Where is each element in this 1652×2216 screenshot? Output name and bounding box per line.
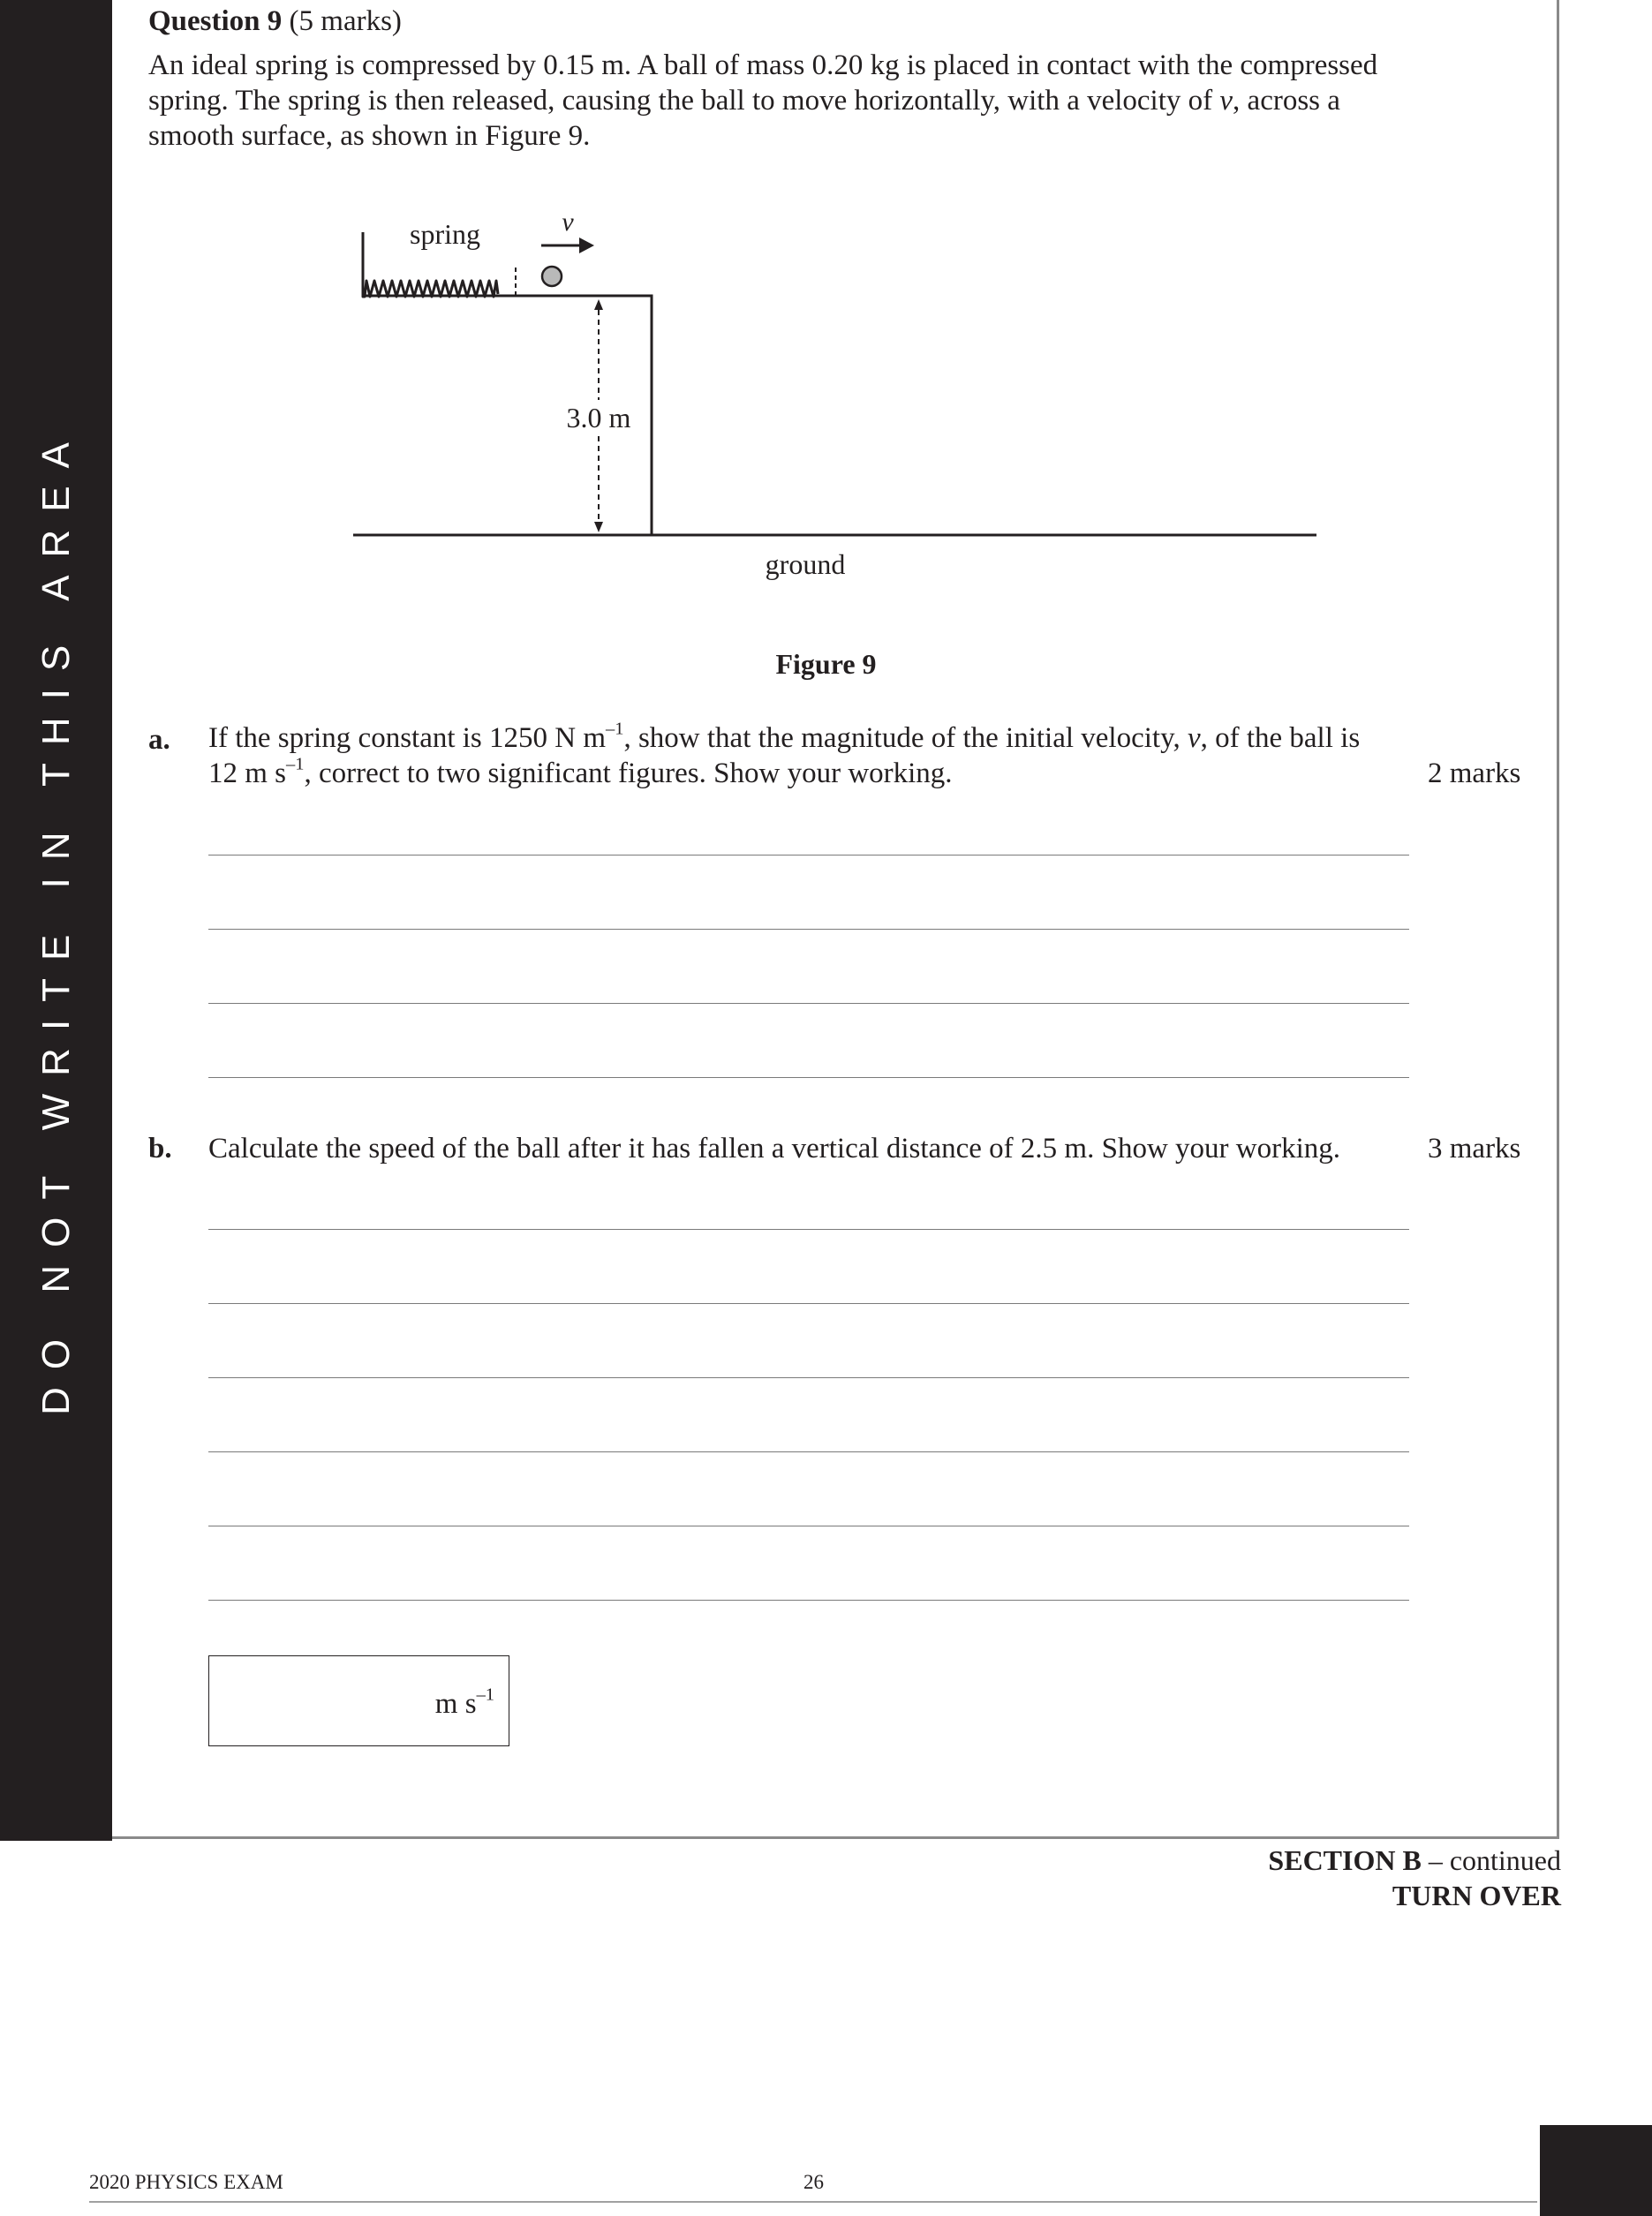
part-a-answer-line-2[interactable] (208, 929, 1409, 930)
velocity-label: v (562, 207, 574, 237)
part-b-answer-box[interactable] (208, 1655, 509, 1746)
part-b-answer-line-6[interactable] (208, 1600, 1409, 1601)
part-a-label: a. (148, 724, 170, 756)
height-label: 3.0 m (566, 402, 631, 433)
ball (542, 267, 562, 286)
question-intro-variable: v (1219, 85, 1233, 117)
question-heading (148, 4, 402, 39)
part-a-text-3: , of the ball is 12 m s (208, 722, 1361, 789)
part-b-answer-line-3[interactable] (208, 1377, 1409, 1378)
question-number: Question 9 (148, 5, 283, 37)
figure-9 (344, 199, 1333, 609)
part-b-question: Calculate the speed of the ball after it has fallen a vertical distance of 2.5 m. Show your working. (208, 1133, 1341, 1165)
part-a-answer-line-4[interactable] (208, 1077, 1409, 1078)
spring-ball-diagram (344, 199, 1333, 605)
turn-over: TURN OVER (1392, 1880, 1561, 1911)
part-a-text-4: , correct to two significant figures. Show your working. (304, 758, 953, 789)
figure-caption: Figure 9 (775, 648, 877, 680)
answer-unit-text: m s (434, 1688, 477, 1720)
section-continued (1268, 1843, 1561, 1878)
part-b-label: b. (148, 1133, 172, 1165)
question-intro-text-1: An ideal spring is compressed by 0.15 m. A ball of mass 0.20 kg is placed in contact with the compressed spring. The spring is then released, causing the ball to move horizontally, with a velocity of (148, 49, 1378, 117)
velocity-arrowhead (579, 237, 594, 253)
page-number: 26 (803, 2171, 824, 2193)
part-a-question (208, 720, 1383, 791)
question-intro (148, 48, 1402, 154)
part-a-answer-line-3[interactable] (208, 1003, 1409, 1004)
corner-marker (1540, 2125, 1652, 2216)
part-a-text-2: , show that the magnitude of the initial velocity, (623, 722, 1188, 754)
part-b-marks: 3 marks (1428, 1133, 1521, 1165)
footer-rule (89, 2201, 1537, 2203)
section-continued-text: – continued (1421, 1844, 1561, 1876)
question-marks: (5 marks) (289, 5, 402, 37)
answer-unit-superscript: –1 (476, 1685, 494, 1705)
part-a-text-1: If the spring constant is 1250 N m (208, 722, 607, 754)
answer-unit (434, 1685, 494, 1721)
part-b-answer-line-4[interactable] (208, 1451, 1409, 1452)
do-not-write-margin (0, 0, 112, 1841)
height-arrowhead-bottom (594, 522, 603, 532)
question-intro-text-2: , across a smooth surface, as shown in Figure 9. (148, 85, 1340, 152)
part-a-variable: v (1187, 722, 1201, 754)
exam-name: 2020 PHYSICS EXAM (89, 2171, 283, 2193)
part-b-answer-line-1[interactable] (208, 1229, 1409, 1230)
ground-label: ground (765, 548, 846, 580)
part-a-marks: 2 marks (1428, 758, 1521, 789)
part-a-unit-superscript-2: –1 (286, 754, 305, 774)
do-not-write-label: DO NOT WRITE IN THIS AREA (34, 425, 78, 1415)
spring-label: spring (410, 218, 480, 250)
height-arrowhead-top (594, 299, 603, 310)
part-a-unit-superscript-1: –1 (606, 719, 624, 739)
part-b-answer-line-2[interactable] (208, 1303, 1409, 1304)
section-name: SECTION B (1268, 1844, 1422, 1876)
